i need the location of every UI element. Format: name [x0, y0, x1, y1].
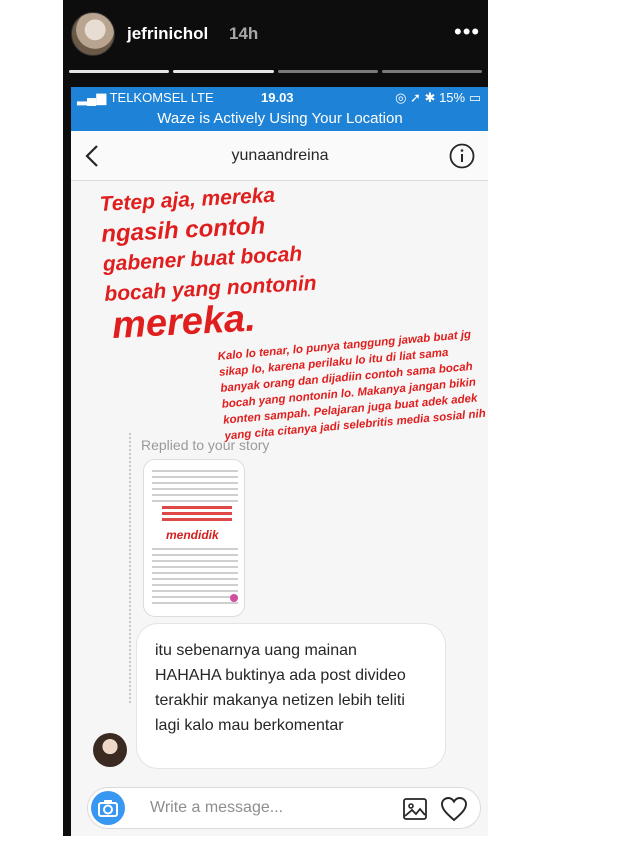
story-username[interactable]: jefrinichol: [127, 24, 209, 43]
message-bubble[interactable]: itu sebenarnya uang mainan HAHAHA buktinya ada post divideo terakhir makanya netizen lebih teliti lagi kalo mau berkomentar: [136, 623, 446, 769]
thumb-red-lines: [162, 506, 232, 526]
embedded-screenshot: [71, 87, 488, 836]
replied-story-thumbnail[interactable]: [143, 459, 245, 617]
image-icon[interactable]: [402, 796, 428, 822]
ios-status-bar: [71, 87, 488, 107]
thumb-text-lines: [152, 548, 238, 608]
reply-thread-line: [129, 433, 131, 703]
story-time: 14h: [229, 24, 259, 43]
dm-title: yunaandreina: [231, 147, 329, 164]
overlay-text-block: [99, 178, 325, 309]
camera-button[interactable]: [91, 791, 125, 825]
progress-segment: [382, 70, 482, 73]
thumb-dot: [230, 594, 238, 602]
overlay-line: gabener buat bocah: [102, 242, 303, 276]
location-banner[interactable]: Waze is Actively Using Your Location: [71, 107, 488, 131]
message-input[interactable]: [150, 791, 390, 825]
sender-avatar[interactable]: [93, 733, 127, 767]
status-time: 19.03: [261, 90, 294, 105]
heart-icon[interactable]: [440, 796, 468, 822]
progress-segment: [173, 70, 273, 73]
story-header: [63, 0, 488, 68]
overlay-paragraph: Kalo lo tenar, lo punya tanggung jawab buat jg sikap lo, karena perilaku lo itu di liat sama banyak orang dan dijadiin contoh sama bocah bocah yang nontonin lo. Makanya jangan bikin konten sampah. Pelajaran juga buat adek adek yang cita citanya jadi selebritis media sosial nih: [217, 325, 488, 444]
progress-segment: [278, 70, 378, 73]
overlay-line: ngasih contoh: [100, 212, 266, 248]
message-composer: [87, 787, 481, 829]
thumb-word: mendidik: [166, 528, 219, 542]
story-viewer: [63, 0, 488, 836]
story-progress: [69, 70, 482, 73]
signal-carrier: ▂▄▆ TELKOMSEL LTE: [77, 90, 214, 105]
more-horizontal-icon[interactable]: •••: [454, 19, 481, 44]
status-right: ◎ ➚ ✱ 15% ▭: [395, 90, 481, 105]
story-author-avatar[interactable]: [71, 12, 115, 56]
thumb-text-lines: [152, 470, 238, 506]
replied-label: Replied to your story: [141, 437, 270, 453]
camera-icon: [91, 791, 125, 825]
overlay-big-word: mereka.: [111, 297, 257, 347]
overlay-line: Tetep aja, mereka: [99, 183, 276, 216]
dm-header: [71, 131, 488, 181]
progress-segment: [69, 70, 169, 73]
info-circle-icon[interactable]: [449, 143, 475, 169]
overlay-line: bocah yang nontonin: [103, 271, 318, 306]
